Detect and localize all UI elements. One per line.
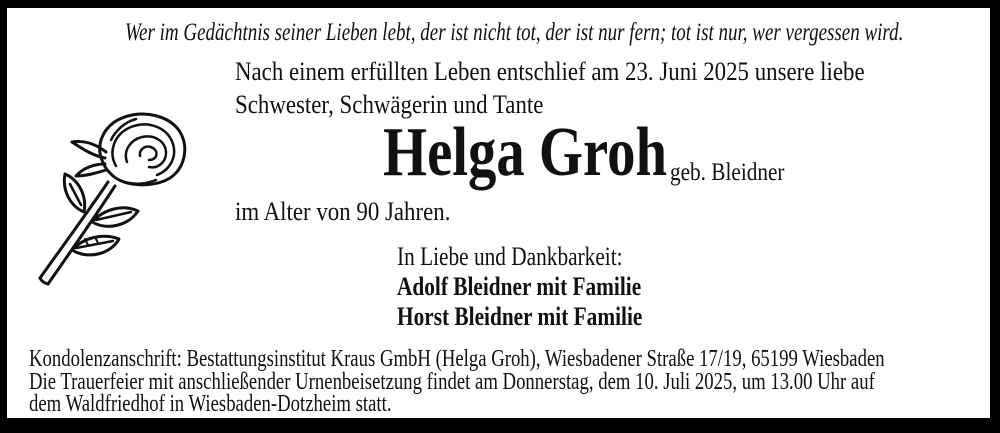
- funeral-info-line-2: dem Waldfriedhof in Wiesbaden-Dotzheim statt.: [29, 391, 392, 417]
- mourner-line-2: Horst Bleidner mit Familie: [397, 302, 643, 331]
- intro-line-2: Schwester, Schwägerin und Tante: [235, 90, 544, 119]
- intro-line-1: Nach einem erfüllten Leben entschlief am 23. Juni 2025 unsere liebe: [235, 57, 865, 86]
- notice-paper: [7, 8, 990, 418]
- intro-text: [235, 55, 865, 121]
- epigraph-quote: Wer im Gedächtnis seiner Lieben lebt, der ist nicht tot, der ist nur fern; tot ist nur, wer vergessen wird.: [124, 19, 904, 46]
- tribute-block: [397, 242, 642, 332]
- footer-block: [29, 348, 885, 416]
- condolence-address-line: Kondolenzanschrift: Bestattungsinstitut Kraus GmbH (Helga Groh), Wiesbadener Straße 17/19, 65199 Wiesbaden: [29, 346, 885, 372]
- funeral-info-line-1: Die Trauerfeier mit anschließender Urnenbeisetzung findet am Donnerstag, dem 10. Juli 2025, um 13.00 Uhr auf: [29, 368, 875, 395]
- mourner-line-1: Adolf Bleidner mit Familie: [397, 272, 642, 301]
- rose-icon: [28, 112, 188, 292]
- tribute-heading: In Liebe und Dankbarkeit:: [397, 242, 623, 271]
- maiden-name: geb. Bleidner: [670, 159, 785, 186]
- deceased-name: Helga Groh: [383, 114, 668, 191]
- age-line: im Alter von 90 Jahren.: [235, 197, 451, 226]
